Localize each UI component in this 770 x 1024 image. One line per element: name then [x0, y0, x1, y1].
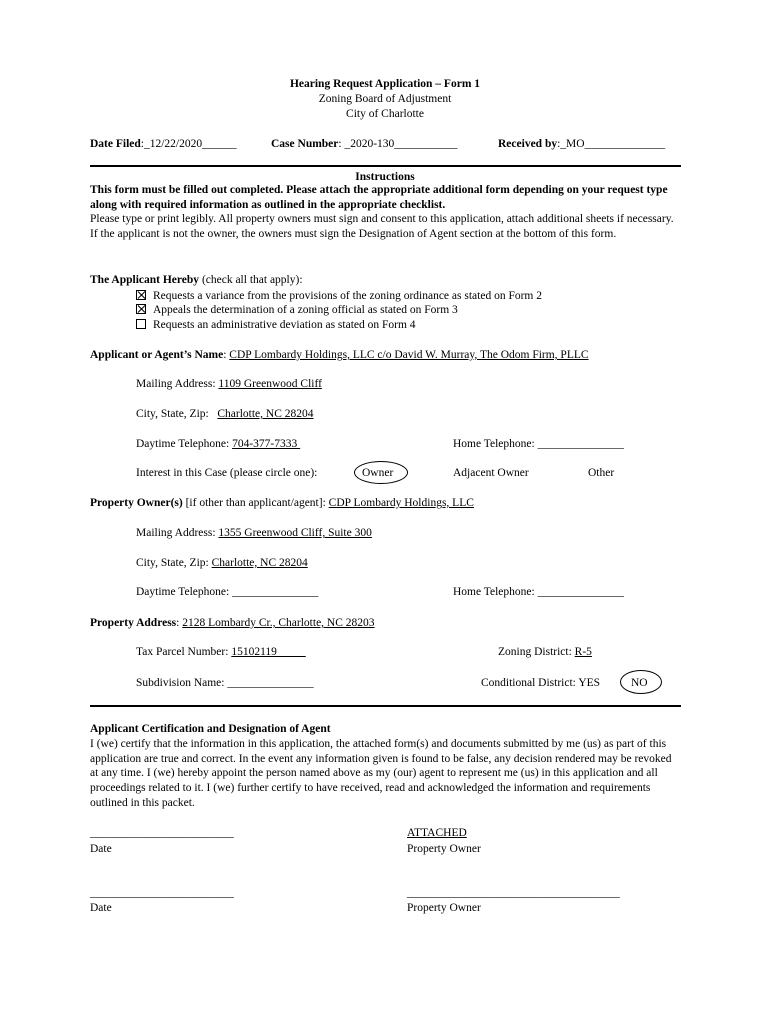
option-appeal-label: Appeals the determination of a zoning official as stated on Form 3: [153, 304, 458, 316]
tax-parcel-label: Tax Parcel Number:: [136, 646, 232, 658]
owner-city-label: City, State, Zip:: [136, 557, 212, 569]
option-variance-label: Requests a variance from the provisions of the zoning ordinance as stated on Form 2: [153, 290, 542, 302]
case-number: [271, 137, 458, 151]
case-number-label: Case Number: [271, 138, 339, 150]
applicant-name-value[interactable]: CDP Lombardy Holdings, LLC c/o David W. Murray, The Odom Firm, PLLC: [229, 349, 589, 361]
property-address: Property Address: 2128 Lombardy Cr., Charlotte, NC 28203: [90, 617, 375, 629]
zoning-district: [498, 645, 592, 659]
subdivision-name[interactable]: Subdivision Name: _______________: [136, 677, 314, 689]
owner-city-value[interactable]: Charlotte, NC 28204: [211, 557, 308, 569]
property-address-value[interactable]: 2128 Lombardy Cr., Charlotte, NC 28203: [182, 617, 375, 629]
date-filed-value: :_12/22/2020______: [140, 138, 237, 150]
form-title: Hearing Request Application – Form 1: [289, 78, 481, 90]
property-address-label: Property Address: [90, 617, 177, 629]
interest-option-other[interactable]: Other: [588, 467, 615, 479]
property-owner-value[interactable]: CDP Lombardy Holdings, LLC: [328, 497, 474, 509]
zoning-district-value[interactable]: R-5: [574, 646, 592, 658]
applicant-city: [136, 407, 314, 421]
applicant-day-phone-label: Daytime Telephone:: [136, 438, 233, 450]
date-filed: [90, 137, 237, 151]
owner-signature-line-2[interactable]: _____________________________________: [407, 887, 620, 899]
applicant-city-value[interactable]: Charlotte, NC 28204: [217, 408, 314, 420]
property-owner-note: [if other than applicant/agent]:: [182, 497, 329, 509]
applicant-day-phone: [136, 437, 300, 451]
property-owner-label-1: Property Owner: [407, 843, 481, 855]
received-by-value: :_MO______________: [557, 138, 666, 150]
form-city: City of Charlotte: [346, 108, 424, 120]
instructions-bold: This form must be filled out completed. Please attach the appropriate additional form depending on your request type along with required information as outlined in the appropriate checklist.: [90, 184, 668, 211]
property-owner-label: Property Owner(s): [90, 497, 183, 509]
date-signature-line-1[interactable]: _________________________: [90, 827, 234, 839]
applicant-name-label: Applicant or Agent’s Name: [90, 349, 224, 361]
certification-text: I (we) certify that the information in this application, the attached form(s) and documents submitted by me (us) as part of this application are true and correct. In the event any information given is found to be false, any decision rendered may be revoked at any time. I (we) hereby appoint the person named above as my (our) agent to represent me (us) in this application and all proceedings related to it. I (we) further certify to have received, read and acknowledged the information and requirements outlined in this packet.: [90, 738, 672, 809]
owner-home-phone[interactable]: Home Telephone: _______________: [453, 586, 624, 598]
applicant-mailing-label: Mailing Address:: [136, 378, 219, 390]
instructions-text: Please type or print legibly. All property owners must sign and consent to this application, attach additional sheets if necessary. If the applicant is not the owner, the owners must sign the Designation of Agent section at the bottom of this form.: [90, 213, 674, 241]
owner-mailing-value[interactable]: 1355 Greenwood Cliff, Suite 300: [218, 527, 372, 539]
option-appeal[interactable]: [136, 303, 458, 317]
applicant-city-label: City, State, Zip:: [136, 408, 218, 420]
certification-heading: Applicant Certification and Designation of Agent: [90, 723, 331, 735]
applicant-mailing-value[interactable]: 1109 Greenwood Cliff: [218, 378, 322, 390]
applicant-day-phone-value[interactable]: 704-377-7333: [232, 438, 301, 450]
owner-mailing-label: Mailing Address:: [136, 527, 219, 539]
conditional-district-label: Conditional District: YES: [481, 677, 601, 689]
instructions-body: [90, 183, 682, 242]
case-number-value: : _2020-130___________: [338, 138, 458, 150]
applicant-hereby-note: (check all that apply):: [199, 274, 303, 286]
divider-top: [90, 165, 681, 167]
interest-option-owner[interactable]: Owner: [362, 467, 394, 479]
tax-parcel-value[interactable]: 15102119_____: [231, 646, 306, 658]
applicant-hereby: [90, 273, 303, 287]
attached-note: ATTACHED: [407, 827, 467, 839]
date-label-1: Date: [90, 843, 112, 855]
owner-city: [136, 556, 308, 570]
property-owner-label-2: Property Owner: [407, 902, 481, 914]
property-owner: [90, 496, 474, 510]
tax-parcel: [136, 645, 306, 659]
option-deviation-label: Requests an administrative deviation as stated on Form 4: [153, 319, 416, 331]
variance-checkbox[interactable]: [136, 290, 146, 300]
received-by: [498, 137, 665, 151]
appeal-checkbox[interactable]: [136, 304, 146, 314]
date-label-2: Date: [90, 902, 112, 914]
form-subtitle: Zoning Board of Adjustment: [318, 93, 452, 105]
option-deviation[interactable]: [136, 318, 416, 332]
applicant-name: Applicant or Agent’s Name: CDP Lombardy Holdings, LLC c/o David W. Murray, The Odom Firm, PLLC: [90, 349, 589, 361]
date-signature-line-2[interactable]: _________________________: [90, 887, 234, 899]
date-filed-label: Date Filed: [90, 138, 141, 150]
deviation-checkbox[interactable]: [136, 319, 146, 329]
applicant-hereby-label: The Applicant Hereby: [90, 274, 200, 286]
zoning-district-label: Zoning District:: [498, 646, 575, 658]
received-by-label: Received by: [498, 138, 558, 150]
conditional-district-no[interactable]: NO: [631, 677, 648, 689]
applicant-mailing: [136, 377, 322, 391]
interest-label: Interest in this Case (please circle one):: [136, 467, 318, 479]
option-variance[interactable]: [136, 289, 542, 303]
instructions-heading: Instructions: [355, 171, 415, 183]
owner-mailing: [136, 526, 372, 540]
interest-option-adjacent-owner[interactable]: Adjacent Owner: [453, 467, 529, 479]
owner-day-phone[interactable]: Daytime Telephone: _______________: [136, 586, 319, 598]
divider-bottom: [90, 705, 681, 707]
applicant-home-phone[interactable]: Home Telephone: _______________: [453, 438, 624, 450]
